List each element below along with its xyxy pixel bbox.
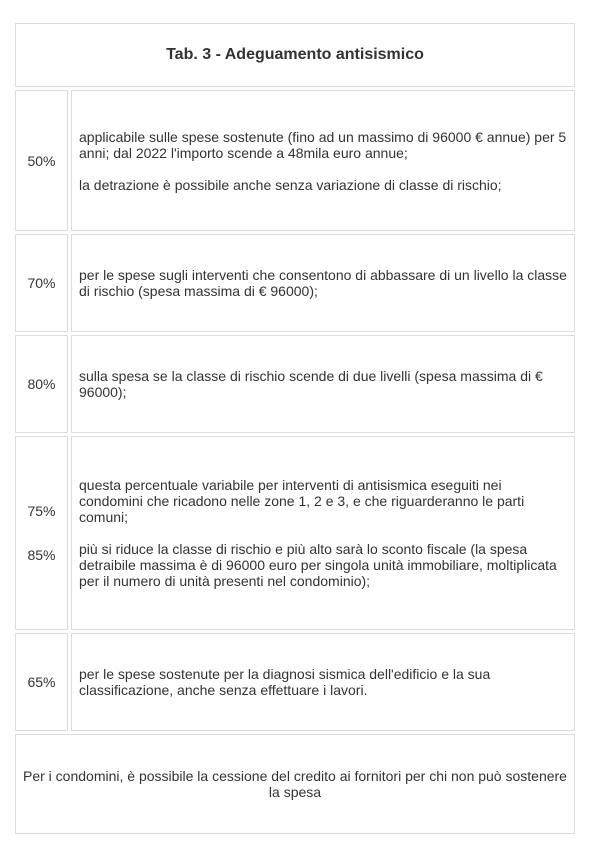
percent-cell [15, 436, 68, 630]
table-row [15, 436, 575, 630]
description-text: applicabile sulle spese sostenute (fino ad un massimo di 96000 € annue) per 5 anni; dal 2022 l'importo scende a 48mila euro annue; [79, 128, 567, 161]
description-cell [71, 436, 575, 630]
description-cell: per le spese sugli interventi che consentono di abbassare di un livello la classe di rischio (spesa massima di € 96000); [71, 234, 575, 332]
table-row [15, 90, 575, 231]
description-text: più si riduce la classe di rischio e più alto sarà lo sconto fiscale (la spesa detraibile massima è di 96000 euro per singola unità immobiliare, moltiplicata per il numero di unità presenti nel condominio); [79, 541, 557, 589]
table-title: Tab. 3 - Adeguamento antisismico [15, 23, 575, 87]
percent-cell: 70% [15, 234, 68, 332]
percent-cell: 80% [15, 335, 68, 433]
description-cell [71, 90, 575, 231]
percent-cell: 50% [15, 90, 68, 231]
table-row [15, 633, 575, 731]
table-row [15, 234, 575, 332]
description-cell: sulla spesa se la classe di rischio scende di due livelli (spesa massima di € 96000); [71, 335, 575, 433]
table-footer-note: Per i condomini, è possibile la cessione del credito ai fornitori per chi non può sostenere la spesa [15, 734, 575, 834]
adeguamento-antisismico-table [12, 20, 578, 837]
percent-value: 85% [27, 547, 56, 563]
percent-value: 75% [27, 503, 56, 519]
table-row [15, 335, 575, 433]
description-text: la detrazione è possibile anche senza variazione di classe di rischio; [79, 176, 502, 193]
percent-cell: 65% [15, 633, 68, 731]
description-cell: per le spese sostenute per la diagnosi sismica dell'edificio e la sua classificazione, anche senza effettuare i lavori. [71, 633, 575, 731]
description-text: questa percentuale variabile per interventi di antisismica eseguiti nei condomini che ricadono nelle zone 1, 2 e 3, e che riguarderanno le parti comuni; [79, 477, 525, 525]
